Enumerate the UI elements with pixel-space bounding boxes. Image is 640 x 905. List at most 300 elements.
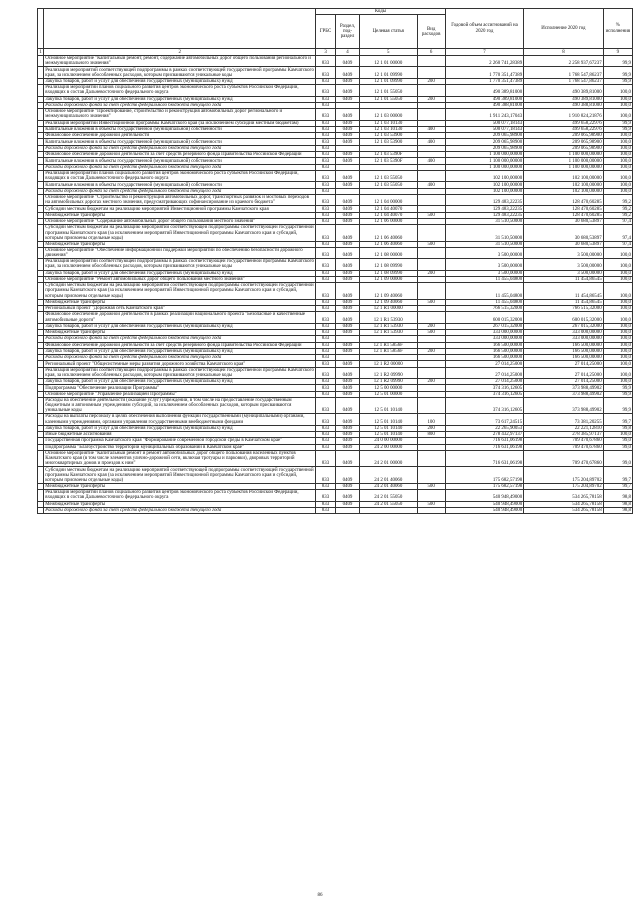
cell-fact: 3 500,00000 bbox=[524, 259, 603, 270]
cell-expense-type: 500 bbox=[417, 212, 445, 218]
cell-expense-type: 200 bbox=[417, 348, 445, 354]
cell-target: 12 1 01 09990 bbox=[360, 78, 418, 84]
cell-target: 24 2 00 00000 bbox=[360, 444, 418, 450]
cell-plan: 73 617,24515 bbox=[445, 414, 523, 425]
cell-razdel: 0409 bbox=[335, 299, 359, 305]
cell-percent: 100,0 bbox=[603, 270, 632, 276]
cell-plan: 3 500,00000 bbox=[445, 259, 523, 270]
cell-expense-type bbox=[417, 450, 445, 467]
cell-fact: 209 065,98900 bbox=[524, 145, 603, 151]
table-row bbox=[38, 507, 633, 513]
cell-name: Реализация мероприятий планов социального развития центров экономического роста субъектов Российской Федерации, входящих в состав Дальневосточного федерального округа bbox=[44, 170, 316, 181]
cell-name: Основное мероприятие "Содержание автомобильных дорог общего пользования местного значения" bbox=[44, 218, 316, 224]
cell-grbs: 833 bbox=[316, 438, 336, 444]
cell-percent: 100,0 bbox=[603, 329, 632, 335]
cell-fact: 209 065,98900 bbox=[524, 139, 603, 145]
cell-percent: 100,0 bbox=[603, 182, 632, 188]
cell-percent: 99,7 bbox=[603, 483, 632, 489]
cell-grbs: 833 bbox=[316, 194, 336, 205]
cell-grbs: 833 bbox=[316, 247, 336, 258]
cell-plan: 374 316,12605 bbox=[445, 385, 523, 391]
cell-fact: 1 910 824,21876 bbox=[524, 109, 603, 120]
cell-target: 12 1 R2 00000 bbox=[360, 361, 418, 367]
cell-name: Основное мероприятие "Капитальный ремонт и ремонт автомобильных дорог общего пользования населенных пунктов Камчатского края (в том числе элементов улично-дорожной сети, включая тротуары и парковки), дворовых территорий многоквартирных домов и проездов к ним" bbox=[44, 450, 316, 467]
cell-expense-type bbox=[417, 398, 445, 414]
cell-target: 12 1 03 55050 bbox=[360, 182, 418, 188]
cell-name: Расходы дорожного фонда за счет средств федерального бюджета текущего года bbox=[44, 355, 316, 361]
cell-fact: 490 389,81000 bbox=[524, 96, 603, 102]
cell-target: 12 1 08 09990 bbox=[360, 270, 418, 276]
cell-name: Капитальные вложения в объекты государственной (муниципальной) собственности bbox=[44, 139, 316, 145]
cell-target: 12 5 00 00000 bbox=[360, 385, 418, 391]
cell-percent: 99,9 bbox=[603, 120, 632, 126]
cell-plan: 1 100 000,00000 bbox=[445, 164, 523, 170]
cell-grbs: 833 bbox=[316, 241, 336, 247]
cell-grbs: 833 bbox=[316, 425, 336, 431]
cell-grbs: 833 bbox=[316, 398, 336, 414]
cell-target: 24 0 00 00000 bbox=[360, 438, 418, 444]
cell-grbs: 833 bbox=[316, 85, 336, 96]
table-row bbox=[38, 398, 633, 414]
cell-expense-type: 800 bbox=[417, 431, 445, 437]
cell-name: Расходы дорожного фонда за счет средств федерального бюджета текущего года bbox=[44, 188, 316, 194]
cell-name: Иные бюджетные ассигнования bbox=[44, 431, 316, 437]
cell-razdel: 0409 bbox=[335, 152, 359, 158]
cell-target bbox=[360, 507, 418, 513]
cell-percent: 99,9 bbox=[603, 56, 632, 67]
cell-plan: 31 510,50000 bbox=[445, 218, 523, 224]
cell-percent: 99,9 bbox=[603, 398, 632, 414]
cell-razdel: 0409 bbox=[335, 348, 359, 354]
cell-fact: 600 015,32000 bbox=[524, 312, 603, 323]
cell-fact: 709 470,67860 bbox=[524, 438, 603, 444]
cell-fact: 175 204,89702 bbox=[524, 483, 603, 489]
table-body bbox=[38, 56, 633, 514]
cell-razdel: 0409 bbox=[335, 323, 359, 329]
cell-percent: 100,0 bbox=[603, 152, 632, 158]
cell-name: Региональный проект "Дорожная сеть Камчатского края" bbox=[44, 305, 316, 311]
cell-fact: 209 065,98900 bbox=[524, 133, 603, 139]
cell-grbs: 833 bbox=[316, 507, 336, 513]
cell-grbs: 833 bbox=[316, 218, 336, 224]
cell-percent: 99,2 bbox=[603, 206, 632, 212]
cell-target: 24 2 01 55050 bbox=[360, 490, 418, 501]
cell-target: 12 1 04 40070 bbox=[360, 212, 418, 218]
cell-name: Основное мероприятие "Ремонт автомобильных дорог общего пользования местного значения" bbox=[44, 276, 316, 282]
cell-razdel: 0409 bbox=[335, 182, 359, 188]
cell-razdel: 0409 bbox=[335, 467, 359, 484]
table-row bbox=[38, 225, 633, 242]
cell-name: Расходы на обеспечение деятельности (оказание услуг) учреждений, в том числе на предоставление государственным бюджетным и автономным учреждениям субсидий, за исключением обособленных расходов, которым присваиваются уникальные коды bbox=[44, 398, 316, 414]
header-name bbox=[44, 9, 316, 49]
cell-percent: 97,4 bbox=[603, 241, 632, 247]
cell-grbs: 833 bbox=[316, 490, 336, 501]
cell-grbs: 833 bbox=[316, 188, 336, 194]
cell-fact: 534 265,78158 bbox=[524, 507, 603, 513]
cell-fact: 22 221,12810 bbox=[524, 425, 603, 431]
cell-expense-type: 400 bbox=[417, 182, 445, 188]
table-row bbox=[38, 450, 633, 467]
cell-plan: 333 000,00000 bbox=[445, 329, 523, 335]
cell-name: Реализация мероприятий соответствующей подпрограммы в рамках соответствующей государственной программы Камчатского края, за исключением обособленных расходов, которым присваиваются уникальные коды bbox=[45, 367, 314, 379]
cell-fact: 373 988,49902 bbox=[524, 385, 603, 391]
cell-target: 12 1 03 53900 bbox=[360, 133, 418, 139]
cell-razdel: 0409 bbox=[335, 398, 359, 414]
cell-fact: 3 500,00000 bbox=[524, 247, 603, 258]
cell-fact: 3 500,00000 bbox=[524, 270, 603, 276]
cell-percent: 100,0 bbox=[603, 299, 632, 305]
cell-plan: 11 455,04800 bbox=[445, 299, 523, 305]
cell-target: 12 1 09 40060 bbox=[360, 299, 418, 305]
cell-plan: 333 000,00000 bbox=[445, 336, 523, 342]
cell-target: 12 1 04 00000 bbox=[360, 194, 418, 205]
column-numbers-row bbox=[38, 49, 633, 56]
cell-percent: 100,0 bbox=[603, 139, 632, 145]
cell-target: 12 1 R1 53930 bbox=[360, 312, 418, 323]
cell-percent: 100,0 bbox=[603, 96, 632, 102]
cell-fact: 333 000,00000 bbox=[524, 336, 603, 342]
cell-target: 12 1 01 55050 bbox=[360, 85, 418, 96]
cell-plan: 175 682,57198 bbox=[445, 467, 523, 484]
cell-plan: 3 500,00000 bbox=[445, 247, 523, 258]
cell-grbs: 833 bbox=[316, 414, 336, 425]
cell-name: Расходы дорожного фонда за счет средств федерального бюджета текущего года bbox=[44, 102, 316, 108]
cell-grbs: 833 bbox=[316, 348, 336, 354]
cell-plan: 209 065,98900 bbox=[445, 145, 523, 151]
cell-name: Реализация мероприятий планов социального развития центров экономического роста субъектов Российской Федерации, входящих в состав Дальневосточного федерального округа bbox=[44, 85, 316, 96]
cell-name: Закупка товаров, работ и услуг для обеспечения государственных (муниципальных) нужд bbox=[44, 323, 316, 329]
cell-razdel: 0409 bbox=[335, 312, 359, 323]
cell-target: 12 1 03 55050 bbox=[360, 170, 418, 181]
cell-razdel: 0409 bbox=[335, 414, 359, 425]
cell-plan: 11 455,04800 bbox=[445, 283, 523, 300]
cell-name: Субсидии местным бюджетам на реализацию мероприятий Инвестиционной программы Камчатского края bbox=[44, 206, 316, 212]
cell-name: Финансовое обеспечение дорожной деятельности в рамках реализации национального проекта "Безопасные и качественные автомобильные дороги" bbox=[44, 312, 316, 323]
cell-razdel: 0409 bbox=[335, 96, 359, 102]
table-row bbox=[38, 367, 633, 378]
cell-razdel: 0409 bbox=[335, 170, 359, 181]
cell-fact: 166 500,00000 bbox=[524, 342, 603, 348]
cell-percent: 99,0 bbox=[603, 450, 632, 467]
cell-plan: 22 265,90053 bbox=[445, 425, 523, 431]
cell-percent: 100,0 bbox=[603, 164, 632, 170]
cell-target: 12 1 03 10130 bbox=[360, 126, 418, 132]
cell-name: Основное мероприятие "Обеспечение информационной поддержки мероприятий по обеспечению безопасности дорожного движения" bbox=[44, 247, 316, 258]
cell-grbs: 833 bbox=[316, 501, 336, 507]
cell-plan: 500 077,18143 bbox=[445, 120, 523, 126]
cell-percent: 98,8 bbox=[603, 507, 632, 513]
cell-grbs: 833 bbox=[316, 305, 336, 311]
cell-grbs: 833 bbox=[316, 276, 336, 282]
cell-plan: 716 631,06198 bbox=[445, 438, 523, 444]
cell-plan: 716 631,06198 bbox=[445, 444, 523, 450]
cell-razdel: 0409 bbox=[335, 56, 359, 67]
cell-target: 12 5 01 10140 bbox=[360, 425, 418, 431]
cell-fact: 175 204,89702 bbox=[524, 467, 603, 484]
cell-plan: 1 100 000,00000 bbox=[445, 158, 523, 164]
cell-razdel: 0409 bbox=[335, 501, 359, 507]
cell-percent: 99,9 bbox=[603, 391, 632, 397]
cell-percent: 99,9 bbox=[603, 67, 632, 78]
table-row bbox=[38, 109, 633, 120]
cell-percent: 100,0 bbox=[603, 342, 632, 348]
cell-percent: 100,0 bbox=[603, 431, 632, 437]
cell-target: 24 2 01 55050 bbox=[360, 501, 418, 507]
cell-expense-type bbox=[417, 85, 445, 96]
cell-plan: 175 682,57198 bbox=[445, 483, 523, 489]
column-number: 2 bbox=[44, 49, 316, 56]
cell-expense-type bbox=[417, 490, 445, 501]
cell-plan: 129 483,22235 bbox=[445, 206, 523, 212]
cell-name: Межбюджетные трансферты bbox=[44, 299, 316, 305]
cell-name: Реализация мероприятий соответствующей подпрограммы в рамках соответствующей государственной программы Камчатского края, за исключением обособленных расходов, которым присваиваются уникальные коды bbox=[45, 67, 314, 78]
table-row bbox=[38, 85, 633, 96]
cell-plan: 11 455,04800 bbox=[445, 276, 523, 282]
cell-percent: 99,0 bbox=[603, 444, 632, 450]
cell-plan: 209 065,98900 bbox=[445, 133, 523, 139]
cell-razdel: 0409 bbox=[335, 67, 359, 78]
cell-percent: 100,0 bbox=[603, 305, 632, 311]
column-number: 9 bbox=[603, 49, 632, 56]
cell-percent: 100,0 bbox=[603, 348, 632, 354]
table-row bbox=[38, 194, 633, 205]
cell-razdel: 0409 bbox=[335, 385, 359, 391]
cell-plan: 102 100,00000 bbox=[445, 170, 523, 181]
cell-name: Реализация мероприятий планов социального развития центров экономического роста субъектов Российской Федерации, входящих в состав Дальневосточного федерального округа bbox=[44, 490, 316, 501]
cell-target: 12 1 03 00000 bbox=[360, 109, 418, 120]
cell-razdel: 0409 bbox=[335, 270, 359, 276]
cell-name: Расходы дорожного фонда за счет средств федерального бюджета текущего года bbox=[44, 507, 316, 513]
cell-fact: 102 100,00000 bbox=[524, 182, 603, 188]
cell-grbs: 833 bbox=[316, 78, 336, 84]
cell-expense-type bbox=[417, 312, 445, 323]
cell-razdel: 0409 bbox=[335, 78, 359, 84]
cell-name: Основное мероприятие "Управление реализацией Программы" bbox=[44, 391, 316, 397]
cell-grbs: 833 bbox=[316, 283, 336, 300]
cell-name: Государственная программа Камчатского края "Формирование современной городской среды в Камчатском крае" bbox=[44, 438, 316, 444]
cell-plan: 102 100,00000 bbox=[445, 188, 523, 194]
cell-grbs: 833 bbox=[316, 225, 336, 242]
cell-razdel: 0409 bbox=[335, 139, 359, 145]
cell-plan: 1 100 000,00000 bbox=[445, 152, 523, 158]
cell-grbs: 833 bbox=[316, 67, 336, 78]
cell-target: 12 1 03 5390F bbox=[360, 158, 418, 164]
cell-fact: 333 000,00000 bbox=[524, 329, 603, 335]
cell-name: Межбюджетные трансферты bbox=[44, 501, 316, 507]
cell-expense-type bbox=[417, 109, 445, 120]
column-number: 5 bbox=[360, 49, 418, 56]
cell-expense-type: 200 bbox=[417, 379, 445, 385]
cell-expense-type: 500 bbox=[417, 501, 445, 507]
cell-plan: 766 515,32000 bbox=[445, 305, 523, 311]
cell-name: Основное мероприятие "Капитальный ремонт, ремонт, содержание автомобильных дорог общего пользования регионального и межмуниципального значения" bbox=[44, 56, 316, 67]
cell-percent: 100,0 bbox=[603, 247, 632, 258]
cell-plan: 27 014,25000 bbox=[445, 379, 523, 385]
cell-razdel: 0409 bbox=[335, 379, 359, 385]
cell-grbs: 833 bbox=[316, 367, 336, 378]
cell-fact: 490 388,81000 bbox=[524, 102, 603, 108]
cell-razdel: 0409 bbox=[335, 126, 359, 132]
cell-percent: 100,0 bbox=[603, 367, 632, 378]
cell-plan: 209 065,98900 bbox=[445, 139, 523, 145]
cell-target: 12 1 R1 00000 bbox=[360, 305, 418, 311]
cell-fact: 267 015,32000 bbox=[524, 323, 603, 329]
cell-razdel: 0409 bbox=[335, 85, 359, 96]
cell-razdel: 0409 bbox=[335, 305, 359, 311]
cell-fact: 490 389,81000 bbox=[524, 85, 603, 96]
cell-grbs: 833 bbox=[316, 379, 336, 385]
cell-target: 12 1 06 00000 bbox=[360, 218, 418, 224]
cell-fact: 1 100 000,00000 bbox=[524, 164, 603, 170]
cell-expense-type: 200 bbox=[417, 78, 445, 84]
cell-grbs: 833 bbox=[316, 182, 336, 188]
cell-fact: 1 100 000,00000 bbox=[524, 152, 603, 158]
cell-razdel: 0409 bbox=[335, 212, 359, 218]
cell-name: Расходы на выплаты персоналу в целях обеспечения выполнения функций государственными (муниципальными) органами, казенными учреждениями, органами управления государственными внебюджетными фондами bbox=[44, 414, 316, 425]
table-row bbox=[38, 283, 633, 300]
cell-razdel bbox=[335, 507, 359, 513]
cell-grbs: 833 bbox=[316, 342, 336, 348]
cell-plan: 27 014,25000 bbox=[445, 367, 523, 378]
cell-name: Закупка товаров, работ и услуг для обеспечения государственных (муниципальных) нужд bbox=[44, 425, 316, 431]
cell-expense-type bbox=[417, 67, 445, 78]
cell-plan: 490 389,81000 bbox=[445, 85, 523, 96]
cell-percent: 99,0 bbox=[603, 438, 632, 444]
cell-grbs: 833 bbox=[316, 467, 336, 484]
cell-grbs: 833 bbox=[316, 164, 336, 170]
cell-fact: 2 258 937,67237 bbox=[524, 56, 603, 67]
cell-target: 12 1 03 10130 bbox=[360, 120, 418, 126]
cell-grbs: 833 bbox=[316, 431, 336, 437]
cell-fact: 766 515,32000 bbox=[524, 305, 603, 311]
cell-target: 12 5 01 10140 bbox=[360, 431, 418, 437]
cell-plan: 374 316,12605 bbox=[445, 391, 523, 397]
cell-razdel: 0409 bbox=[335, 431, 359, 437]
cell-grbs: 833 bbox=[316, 126, 336, 132]
cell-percent: 98,8 bbox=[603, 490, 632, 501]
cell-plan: 166 500,00000 bbox=[445, 342, 523, 348]
cell-target: 12 1 R1 5856F bbox=[360, 348, 418, 354]
cell-expense-type bbox=[417, 194, 445, 205]
cell-fact: 27 014,25000 bbox=[524, 367, 603, 378]
cell-plan: 1 911 243,17043 bbox=[445, 109, 523, 120]
cell-fact: 30 680,53897 bbox=[524, 218, 603, 224]
cell-target: 12 1 01 00000 bbox=[360, 56, 418, 67]
cell-plan: 716 631,06198 bbox=[445, 450, 523, 467]
cell-fact: 1 100 000,00000 bbox=[524, 158, 603, 164]
table-row bbox=[38, 56, 633, 67]
header-fact: Исполнение 2020 год bbox=[524, 9, 603, 49]
cell-expense-type bbox=[417, 283, 445, 300]
cell-razdel: 0409 bbox=[335, 241, 359, 247]
cell-plan: 2 260 741,28389 bbox=[445, 56, 523, 67]
cell-percent: 100,0 bbox=[603, 312, 632, 323]
cell-fact: 1 768 547,86237 bbox=[524, 78, 603, 84]
cell-percent: 97,4 bbox=[603, 225, 632, 242]
cell-target: 12 1 03 5390F bbox=[360, 152, 418, 158]
budget-table bbox=[37, 8, 633, 514]
cell-plan: 27 014,25000 bbox=[445, 361, 523, 367]
cell-target: 12 1 09 00000 bbox=[360, 276, 418, 282]
cell-expense-type: 500 bbox=[417, 329, 445, 335]
cell-expense-type: 500 bbox=[417, 299, 445, 305]
column-number: 1 bbox=[39, 49, 42, 55]
cell-plan: 1 770 351,47389 bbox=[445, 67, 523, 78]
cell-razdel: 0409 bbox=[335, 247, 359, 258]
cell-grbs: 833 bbox=[316, 444, 336, 450]
cell-plan: 31 510,50000 bbox=[445, 225, 523, 242]
cell-percent: 100,0 bbox=[603, 109, 632, 120]
cell-fact: 278 385,97137 bbox=[524, 431, 603, 437]
cell-plan: 31 510,50000 bbox=[445, 241, 523, 247]
cell-percent: 100,0 bbox=[603, 145, 632, 151]
cell-plan: 500 077,18143 bbox=[445, 126, 523, 132]
cell-name: Капитальные вложения в объекты государственной (муниципальной) собственности bbox=[44, 158, 316, 164]
cell-name: Расходы дорожного фонда за счет средств федерального бюджета текущего года bbox=[44, 145, 316, 151]
cell-razdel: 0409 bbox=[335, 438, 359, 444]
cell-expense-type: 400 bbox=[417, 126, 445, 132]
table-row bbox=[38, 414, 633, 425]
cell-grbs: 833 bbox=[316, 299, 336, 305]
cell-fact: 30 680,53897 bbox=[524, 225, 603, 242]
cell-expense-type bbox=[417, 259, 445, 270]
cell-razdel: 0409 bbox=[335, 218, 359, 224]
cell-percent: 99,7 bbox=[603, 414, 632, 425]
cell-fact: 166 500,00000 bbox=[524, 355, 603, 361]
cell-percent: 97,4 bbox=[603, 218, 632, 224]
cell-percent: 100,0 bbox=[603, 276, 632, 282]
cell-fact: 166 500,00000 bbox=[524, 348, 603, 354]
cell-target: 12 1 08 00000 bbox=[360, 247, 418, 258]
cell-plan: 278 432,97137 bbox=[445, 431, 523, 437]
cell-grbs: 833 bbox=[316, 145, 336, 151]
cell-plan: 490 389,81000 bbox=[445, 96, 523, 102]
cell-name: Межбюджетные трансферты bbox=[44, 212, 316, 218]
cell-fact: 499 658,22976 bbox=[524, 120, 603, 126]
cell-grbs: 833 bbox=[316, 170, 336, 181]
cell-plan: 3 500,00000 bbox=[445, 270, 523, 276]
cell-expense-type bbox=[417, 367, 445, 378]
cell-target: 24 2 01 40060 bbox=[360, 467, 418, 484]
cell-percent: 100,0 bbox=[603, 85, 632, 96]
cell-target: 12 1 R2 09990 bbox=[360, 367, 418, 378]
cell-name: Реализация мероприятий соответствующей подпрограммы в рамках соответствующей государственной программы Камчатского края, за исключением обособленных расходов, которым присваиваются уникальные коды bbox=[45, 259, 314, 270]
cell-name: Субсидии местным бюджетам на реализацию мероприятий соответствующей подпрограммы соответствующей государственной программы Камчатского края (за исключением мероприятий Инвестиционной программы Камчатского края и субсидий, которым присвоены отдельные коды) bbox=[45, 467, 314, 483]
cell-plan: 166 500,00000 bbox=[445, 348, 523, 354]
cell-target: 12 1 06 40060 bbox=[360, 225, 418, 242]
cell-target: 24 2 01 00000 bbox=[360, 450, 418, 467]
cell-razdel: 0409 bbox=[335, 342, 359, 348]
cell-razdel: 0409 bbox=[335, 120, 359, 126]
cell-expense-type bbox=[417, 170, 445, 181]
cell-name: Подпрограмма "Обеспечение реализации Программы" bbox=[44, 385, 316, 391]
cell-razdel: 0409 bbox=[335, 361, 359, 367]
cell-grbs: 833 bbox=[316, 259, 336, 270]
cell-target: 12 1 R1 53930 bbox=[360, 323, 418, 329]
cell-razdel: 0409 bbox=[335, 483, 359, 489]
cell-expense-type: 200 bbox=[417, 96, 445, 102]
cell-target: 12 5 01 10140 bbox=[360, 414, 418, 425]
cell-plan: 129 483,22235 bbox=[445, 212, 523, 218]
cell-target: 12 1 01 09990 bbox=[360, 67, 418, 78]
cell-expense-type bbox=[417, 507, 445, 513]
cell-grbs: 833 bbox=[316, 450, 336, 467]
cell-grbs: 833 bbox=[316, 355, 336, 361]
cell-grbs: 833 bbox=[316, 158, 336, 164]
cell-grbs: 833 bbox=[316, 206, 336, 212]
cell-expense-type bbox=[417, 247, 445, 258]
cell-target: 12 5 01 00000 bbox=[360, 391, 418, 397]
